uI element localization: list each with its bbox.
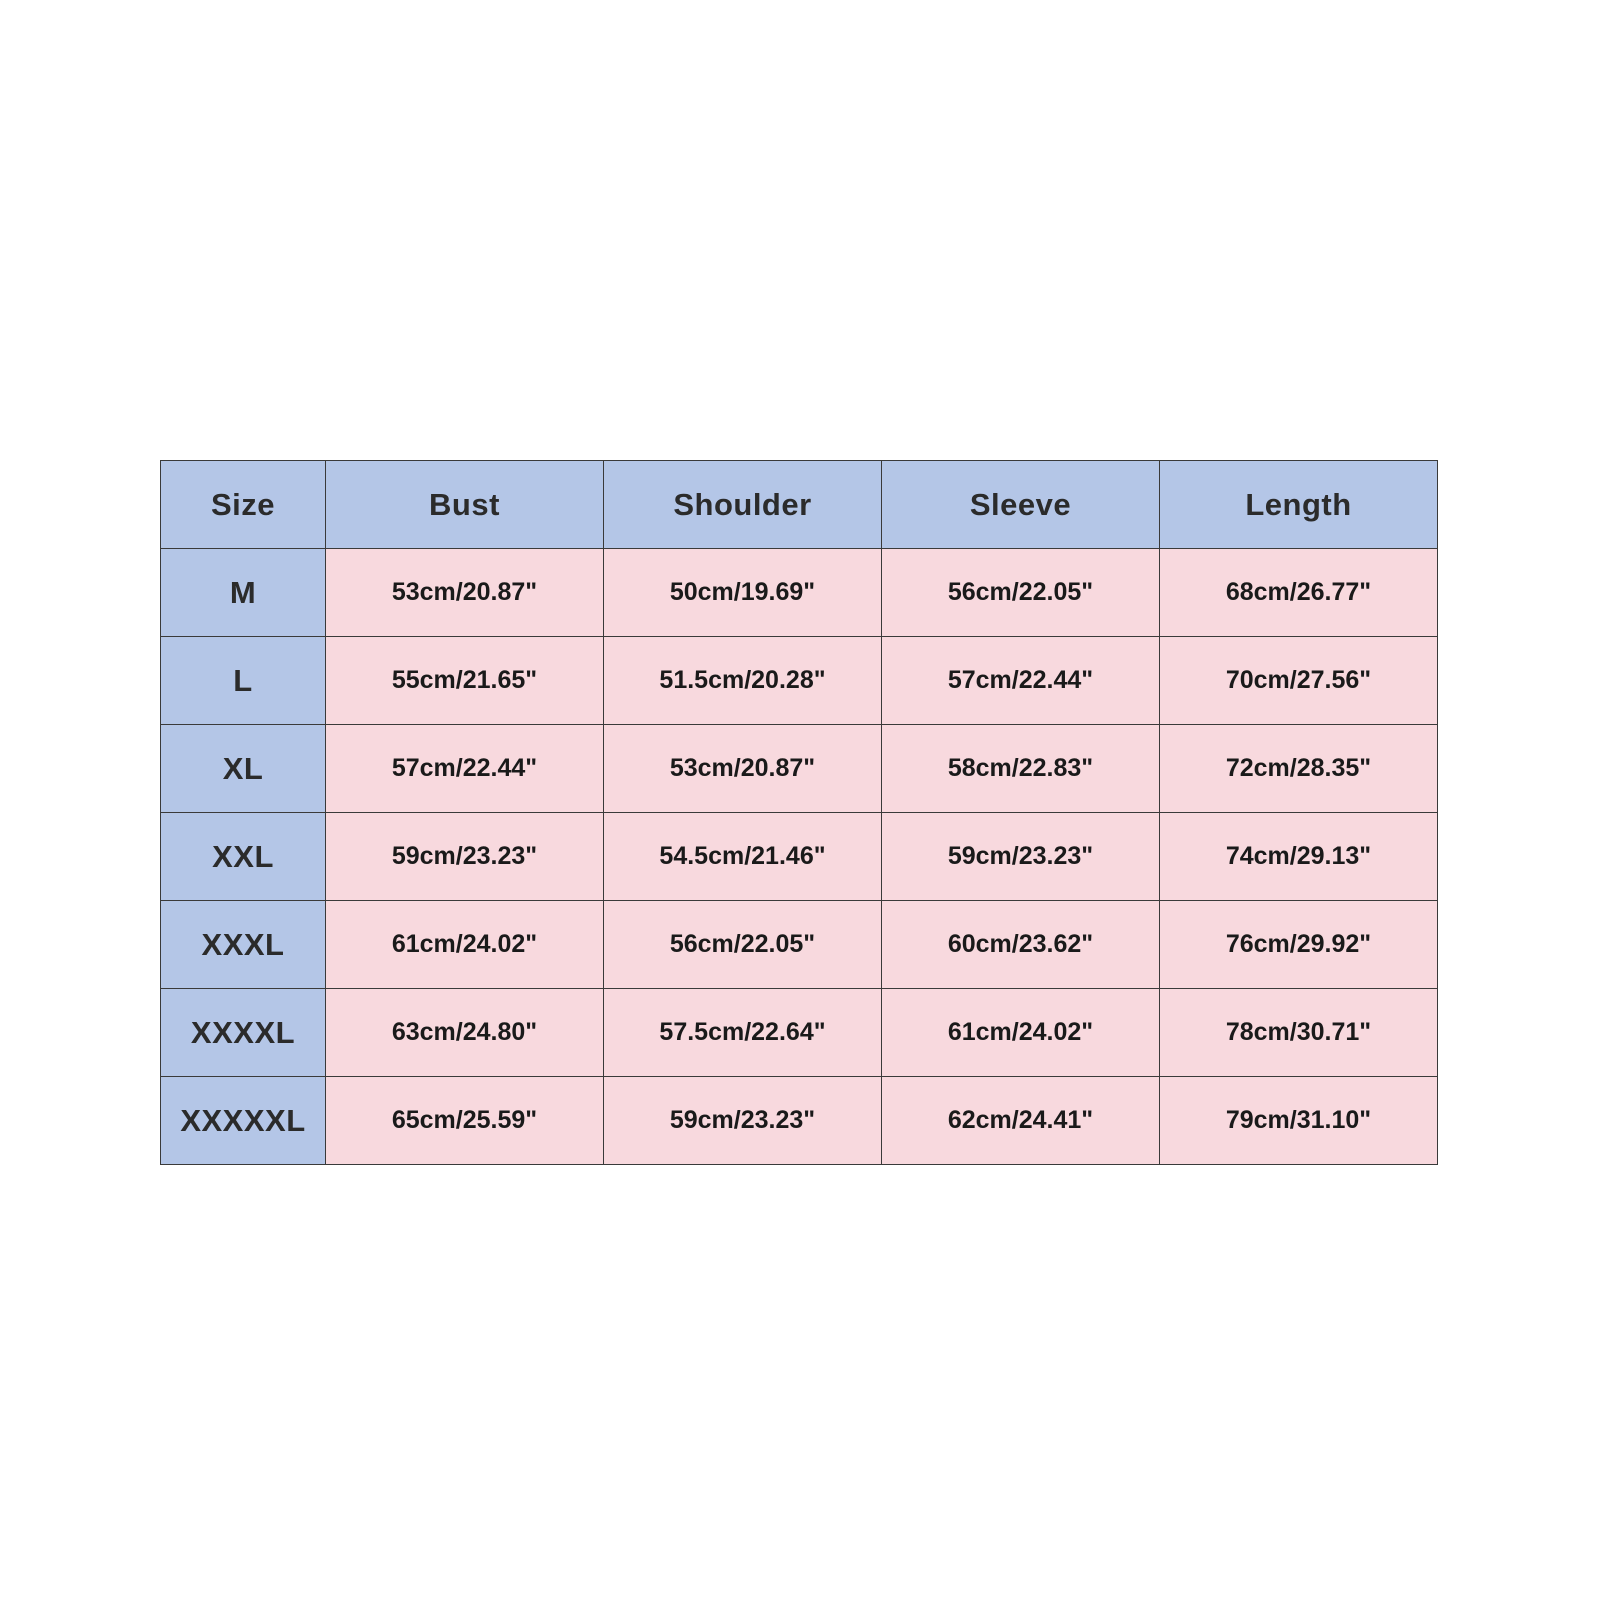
shoulder-value: 53cm/20.87" bbox=[604, 725, 882, 813]
length-value: 79cm/31.10" bbox=[1160, 1077, 1438, 1165]
sleeve-value: 56cm/22.05" bbox=[882, 549, 1160, 637]
sleeve-value: 57cm/22.44" bbox=[882, 637, 1160, 725]
length-value: 70cm/27.56" bbox=[1160, 637, 1438, 725]
size-chart-table bbox=[160, 460, 1438, 1165]
length-value: 74cm/29.13" bbox=[1160, 813, 1438, 901]
shoulder-value: 56cm/22.05" bbox=[604, 901, 882, 989]
header-length: Length bbox=[1160, 461, 1438, 549]
bust-value: 65cm/25.59" bbox=[326, 1077, 604, 1165]
table-row bbox=[161, 901, 1438, 989]
size-label: XXXXXL bbox=[161, 1077, 326, 1165]
header-shoulder: Shoulder bbox=[604, 461, 882, 549]
bust-value: 61cm/24.02" bbox=[326, 901, 604, 989]
table-row bbox=[161, 725, 1438, 813]
table-row bbox=[161, 989, 1438, 1077]
bust-value: 53cm/20.87" bbox=[326, 549, 604, 637]
length-value: 72cm/28.35" bbox=[1160, 725, 1438, 813]
header-size: Size bbox=[161, 461, 326, 549]
size-label: XXL bbox=[161, 813, 326, 901]
size-label: XXXL bbox=[161, 901, 326, 989]
table-row bbox=[161, 637, 1438, 725]
sleeve-value: 59cm/23.23" bbox=[882, 813, 1160, 901]
shoulder-value: 50cm/19.69" bbox=[604, 549, 882, 637]
header-bust: Bust bbox=[326, 461, 604, 549]
table-row bbox=[161, 549, 1438, 637]
shoulder-value: 57.5cm/22.64" bbox=[604, 989, 882, 1077]
length-value: 76cm/29.92" bbox=[1160, 901, 1438, 989]
sleeve-value: 62cm/24.41" bbox=[882, 1077, 1160, 1165]
sleeve-value: 60cm/23.62" bbox=[882, 901, 1160, 989]
sleeve-value: 61cm/24.02" bbox=[882, 989, 1160, 1077]
shoulder-value: 59cm/23.23" bbox=[604, 1077, 882, 1165]
bust-value: 63cm/24.80" bbox=[326, 989, 604, 1077]
sleeve-value: 58cm/22.83" bbox=[882, 725, 1160, 813]
length-value: 78cm/30.71" bbox=[1160, 989, 1438, 1077]
header-sleeve: Sleeve bbox=[882, 461, 1160, 549]
table-row bbox=[161, 1077, 1438, 1165]
shoulder-value: 51.5cm/20.28" bbox=[604, 637, 882, 725]
table-row bbox=[161, 813, 1438, 901]
header-row bbox=[161, 461, 1438, 549]
size-label: M bbox=[161, 549, 326, 637]
length-value: 68cm/26.77" bbox=[1160, 549, 1438, 637]
size-label: XL bbox=[161, 725, 326, 813]
bust-value: 59cm/23.23" bbox=[326, 813, 604, 901]
shoulder-value: 54.5cm/21.46" bbox=[604, 813, 882, 901]
size-label: L bbox=[161, 637, 326, 725]
size-label: XXXXL bbox=[161, 989, 326, 1077]
bust-value: 57cm/22.44" bbox=[326, 725, 604, 813]
bust-value: 55cm/21.65" bbox=[326, 637, 604, 725]
